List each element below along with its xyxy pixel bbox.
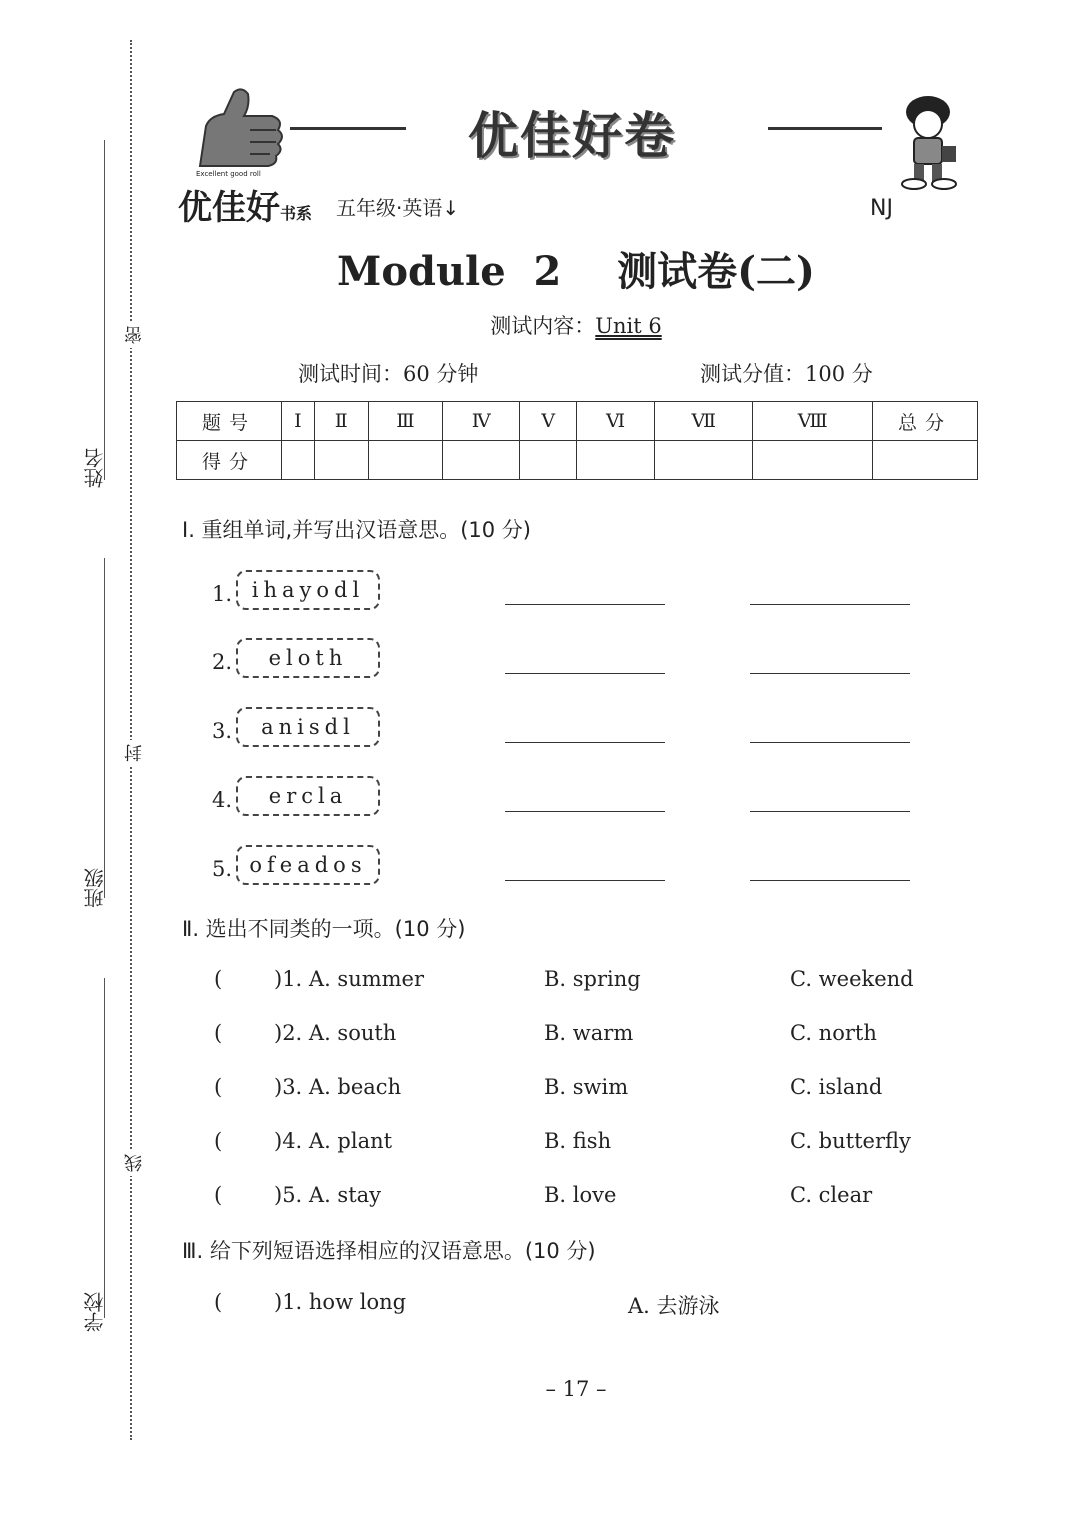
option-a: )1. A. summer — [274, 967, 425, 991]
name-label: 姓名 — [83, 448, 107, 488]
option-c: C. butterfly — [790, 1129, 911, 1153]
series-logo: 优佳好书系 — [178, 188, 313, 228]
scrambled-letters: ofeados — [236, 845, 380, 885]
score-cell-total[interactable] — [873, 441, 978, 480]
header-rule-right — [768, 127, 882, 130]
col-5: Ⅴ — [520, 402, 577, 441]
school-label: 学校 — [83, 1292, 107, 1332]
class-write-line — [104, 558, 105, 898]
option-a: )3. A. beach — [274, 1075, 402, 1099]
option-a: )5. A. stay — [274, 1183, 382, 1207]
option-c: C. north — [790, 1021, 877, 1045]
logo-tagline: Excellent good roll — [196, 170, 261, 178]
score-cell[interactable] — [443, 441, 520, 480]
word-answer-blank[interactable] — [505, 604, 665, 605]
option-b: B. fish — [544, 1129, 612, 1153]
section-3-title: Ⅲ. 给下列短语选择相应的汉语意思。(10 分) — [182, 1239, 596, 1263]
option-b: B. spring — [544, 967, 641, 991]
mascot-boy-icon — [892, 90, 966, 190]
score-table-score-row — [177, 441, 978, 480]
col-4: Ⅳ — [443, 402, 520, 441]
col-6: Ⅵ — [577, 402, 655, 441]
col-7: Ⅶ — [654, 402, 753, 441]
answer-paren[interactable]: ( — [214, 1183, 223, 1207]
option-b: B. swim — [544, 1075, 629, 1099]
option-c: C. weekend — [790, 967, 914, 991]
page-title: Module 2 测试卷(二) — [337, 248, 815, 295]
cut-mark-seal: 密 — [122, 322, 148, 348]
page-number: – 17 – — [545, 1377, 607, 1401]
thumbs-up-logo-icon — [190, 86, 290, 172]
answer-paren[interactable]: ( — [214, 1290, 223, 1314]
scrambled-letters: ihayodl — [236, 570, 380, 610]
q3-number: 3. — [212, 719, 233, 743]
brand-title: 优佳好卷 — [468, 107, 676, 165]
answer-paren[interactable]: ( — [214, 1021, 223, 1045]
question-number-label: 题号 — [177, 402, 282, 441]
answer-paren[interactable]: ( — [214, 1129, 223, 1153]
answer-paren[interactable]: ( — [214, 967, 223, 991]
answer-paren[interactable]: ( — [214, 1075, 223, 1099]
meaning-answer-blank[interactable] — [750, 742, 910, 743]
edition-code: NJ — [870, 196, 893, 221]
score-cell[interactable] — [654, 441, 753, 480]
word-answer-blank[interactable] — [505, 880, 665, 881]
score-cell[interactable] — [753, 441, 873, 480]
section-2-title: Ⅱ. 选出不同类的一项。(10 分) — [182, 917, 466, 941]
word-answer-blank[interactable] — [505, 811, 665, 812]
word-answer-blank[interactable] — [505, 673, 665, 674]
score-cell[interactable] — [520, 441, 577, 480]
header-rule-left — [290, 127, 406, 130]
col-3: Ⅲ — [368, 402, 443, 441]
meaning-answer-blank[interactable] — [750, 811, 910, 812]
meaning-answer-blank[interactable] — [750, 880, 910, 881]
option-a: )4. A. plant — [274, 1129, 393, 1153]
score-label: 得分 — [177, 441, 282, 480]
option-c: C. island — [790, 1075, 883, 1099]
meaning-option-a: A. 去游泳 — [628, 1294, 720, 1318]
score-table — [176, 401, 978, 480]
test-content: 测试内容：Unit 6 — [490, 314, 662, 338]
col-total: 总分 — [873, 402, 978, 441]
scrambled-letters: eloth — [236, 638, 380, 678]
option-a: )2. A. south — [274, 1021, 397, 1045]
q1-number: 1. — [212, 582, 233, 606]
q5-number: 5. — [212, 857, 233, 881]
meaning-answer-blank[interactable] — [750, 604, 910, 605]
school-write-line — [104, 978, 105, 1318]
cut-mark-line: 线 — [122, 1150, 148, 1176]
col-2: Ⅱ — [314, 402, 368, 441]
scrambled-letters: anisdl — [236, 707, 380, 747]
q4-number: 4. — [212, 788, 233, 812]
col-8: Ⅷ — [753, 402, 873, 441]
col-1: Ⅰ — [282, 402, 315, 441]
score-cell[interactable] — [314, 441, 368, 480]
test-score-value: 测试分值：100 分 — [700, 362, 873, 386]
option-b: B. warm — [544, 1021, 634, 1045]
option-b: B. love — [544, 1183, 617, 1207]
phrase: )1. how long — [274, 1290, 407, 1314]
grade-subject: 五年级·英语↓ — [336, 196, 460, 220]
q2-number: 2. — [212, 650, 233, 674]
class-label: 班级 — [83, 868, 107, 908]
cut-mark-close: 封 — [122, 740, 148, 766]
test-time: 测试时间：60 分钟 — [298, 362, 479, 386]
option-c: C. clear — [790, 1183, 873, 1207]
meaning-answer-blank[interactable] — [750, 673, 910, 674]
scrambled-letters: ercla — [236, 776, 380, 816]
section-1-title: Ⅰ. 重组单词,并写出汉语意思。(10 分) — [182, 518, 532, 542]
score-table-header-row — [177, 402, 978, 441]
score-cell[interactable] — [577, 441, 655, 480]
score-cell[interactable] — [282, 441, 315, 480]
word-answer-blank[interactable] — [505, 742, 665, 743]
score-cell[interactable] — [368, 441, 443, 480]
